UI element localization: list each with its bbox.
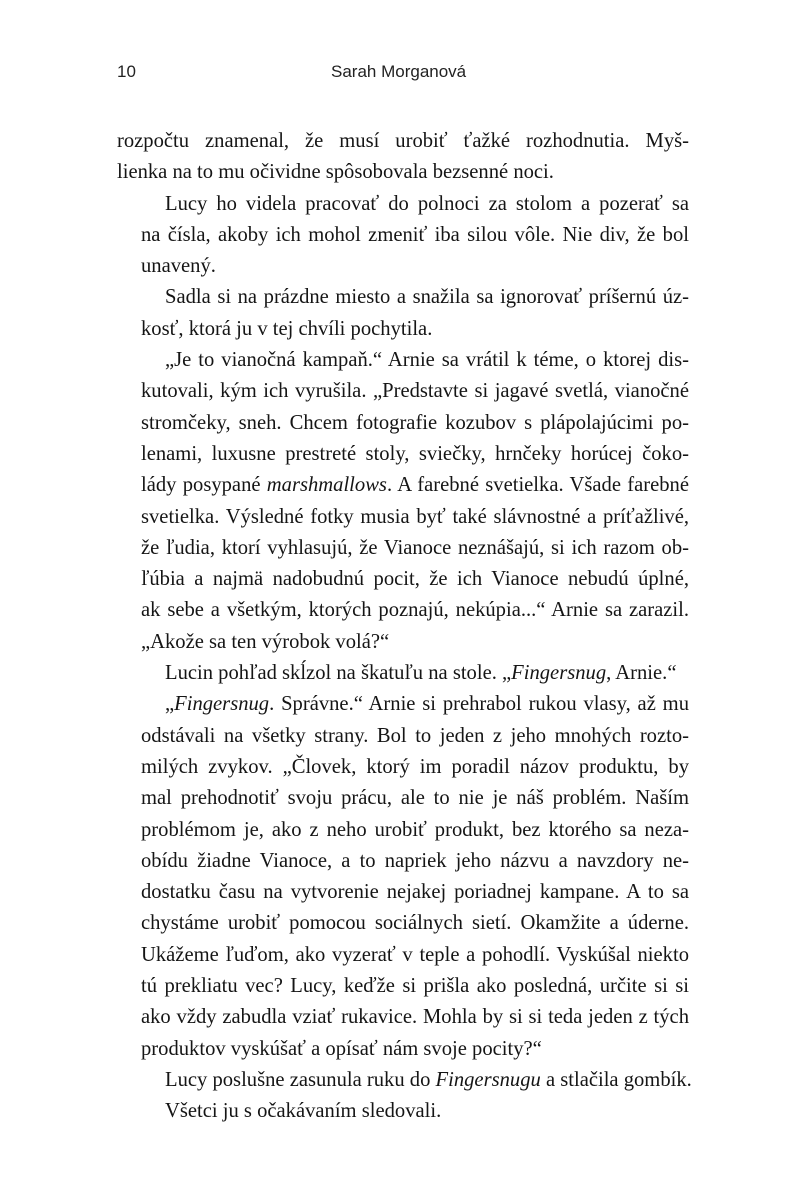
paragraph-8 <box>117 1096 689 1127</box>
text-line: chystáme urobiť pomocou sociálnych sietí. Okamžite a úderne. <box>141 912 689 935</box>
text-line: ako vždy zabudla vziať rukavice. Mohla by si si teda jeden z tých <box>141 1006 689 1029</box>
text-line <box>117 1065 692 1096</box>
page-header <box>117 62 676 86</box>
text-line: rozpočtu znamenal, že musí urobiť ťažké rozhodnutia. Myš- <box>117 130 689 152</box>
text-line: Ukážeme ľuďom, ako vyzerať v teple a pohodlí. Vyskúšal niekto <box>141 943 689 966</box>
text-line: ak sebe a všetkým, ktorých poznajú, nekúpia...“ Arnie sa zarazil. <box>141 599 689 622</box>
text-line: kutovali, kým ich vyrušila. „Predstavte si jagavé svetlá, vianočné <box>141 380 689 403</box>
text-line: že ľudia, ktorí vyhlasujú, že Vianoce neznášajú, si ich razom ob- <box>141 536 689 559</box>
italic-term: Fingersnug <box>511 662 607 685</box>
paragraph-7 <box>117 1065 692 1096</box>
text-line: „Akože sa ten výrobok volá?“ <box>141 630 390 653</box>
text-run: Lucy poslušne zasunula ruku do <box>165 1068 436 1091</box>
italic-term: Fingersnugu <box>435 1068 541 1091</box>
text-line: tú prekliatu vec? Lucy, keďže si prišla ako posledná, určite si si <box>141 975 689 998</box>
text-line: svetielka. Výsledné fotky musia byť také slávnostné a príťažlivé, <box>141 505 689 528</box>
text-run: , Arnie.“ <box>606 662 677 685</box>
text-run: „ <box>165 693 175 716</box>
italic-term: marshmallows <box>266 474 387 497</box>
italic-term: Fingersnug <box>174 693 270 716</box>
paragraph-2 <box>117 189 689 283</box>
text-line <box>117 470 689 501</box>
text-line: dostatku času na vytvorenie nejakej poriadnej kampane. A to sa <box>141 881 689 904</box>
text-run: Lucin pohľad skĺzol na škatuľu na stole. „ <box>165 662 512 685</box>
paragraph-6 <box>117 689 689 1065</box>
text-line: odstávali na všetky strany. Bol to jeden z jeho mnohých rozto- <box>141 724 689 747</box>
text-line: stromčeky, sneh. Chcem fotografie kozubov s plápolajúcimi po- <box>141 411 689 434</box>
text-line: lenami, luxusne prestreté stoly, sviečky, hrnčeky horúcej čoko- <box>141 442 689 465</box>
text-line: na čísla, akoby ich mohol zmeniť iba silou vôle. Nie div, že bol <box>141 223 689 246</box>
text-line: problémom je, ako z neho urobiť produkt, bez ktorého sa neza- <box>141 818 689 841</box>
text-line: ľúbia a najmä nadobudnú pocit, že ich Vianoce nebudú úplné, <box>141 568 689 591</box>
paragraph-3 <box>117 282 689 345</box>
running-head-author: Sarah Morganová <box>331 62 467 81</box>
text-line: unavený. <box>141 255 216 278</box>
paragraph-4 <box>117 345 689 658</box>
text-line <box>117 658 689 689</box>
text-line <box>117 689 689 720</box>
text-line: kosť, ktorá ju v tej chvíli pochytila. <box>141 317 433 340</box>
text-line: Sadla si na prázdne miesto a snažila sa ignorovať príšernú úz- <box>165 286 689 309</box>
text-run: . Správne.“ Arnie si prehrabol rukou vlasy, až mu <box>269 693 689 716</box>
text-line: Lucy ho videla pracovať do polnoci za stolom a pozerať sa <box>165 192 689 215</box>
page-number: 10 <box>117 62 136 81</box>
text-run: . A farebné svetielka. Všade farebné <box>386 474 689 497</box>
text-run: a stlačila gombík. <box>540 1068 692 1091</box>
text-line: lienka na to mu očividne spôsobovala bezsenné noci. <box>117 161 554 184</box>
text-line: produktov vyskúšať a opísať nám svoje pocity?“ <box>141 1037 542 1060</box>
paragraph-1 <box>117 126 689 189</box>
text-line: Všetci ju s očakávaním sledovali. <box>165 1100 442 1123</box>
text-run: lády posypané <box>141 474 267 497</box>
body-text <box>117 126 692 1128</box>
text-line: mal prehodnotiť svoju prácu, ale to nie je náš problém. Naším <box>141 787 689 810</box>
text-line: milých zvykov. „Človek, ktorý im poradil názov produktu, by <box>141 755 689 778</box>
text-line: obídu žiadne Vianoce, a to napriek jeho názvu a navzdory ne- <box>141 849 689 872</box>
text-line: „Je to vianočná kampaň.“ Arnie sa vrátil k téme, o ktorej dis- <box>165 349 689 372</box>
paragraph-5 <box>117 658 689 689</box>
